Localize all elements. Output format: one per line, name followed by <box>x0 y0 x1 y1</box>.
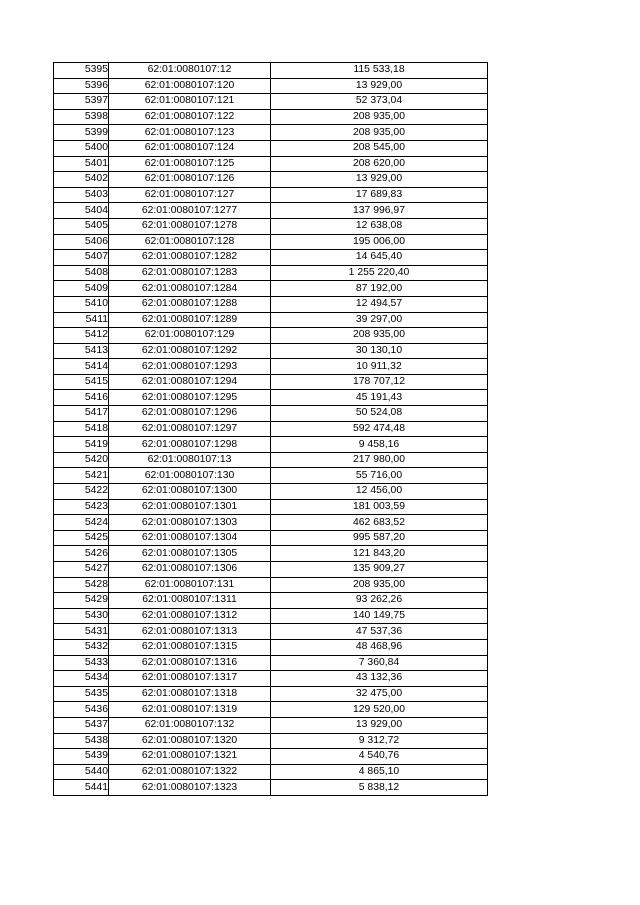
value-cell: 12 638,08 <box>271 218 488 234</box>
cadastral-number-cell: 62:01:0080107:120 <box>109 78 271 94</box>
cadastral-number-cell: 62:01:0080107:1317 <box>109 671 271 687</box>
table-row <box>54 780 488 796</box>
value-cell: 217 980,00 <box>271 452 488 468</box>
row-number-cell: 5437 <box>54 717 109 733</box>
value-cell: 135 909,27 <box>271 562 488 578</box>
row-number-cell: 5404 <box>54 203 109 219</box>
table-row <box>54 717 488 733</box>
row-number-cell: 5399 <box>54 125 109 141</box>
row-number-cell: 5424 <box>54 515 109 531</box>
table-row <box>54 639 488 655</box>
value-cell: 137 996,97 <box>271 203 488 219</box>
row-number-cell: 5420 <box>54 452 109 468</box>
cadastral-number-cell: 62:01:0080107:1322 <box>109 764 271 780</box>
cadastral-number-cell: 62:01:0080107:1303 <box>109 515 271 531</box>
value-cell: 48 468,96 <box>271 639 488 655</box>
value-cell: 39 297,00 <box>271 312 488 328</box>
value-cell: 208 935,00 <box>271 577 488 593</box>
value-cell: 9 458,16 <box>271 437 488 453</box>
row-number-cell: 5439 <box>54 749 109 765</box>
value-cell: 32 475,00 <box>271 686 488 702</box>
cadastral-number-cell: 62:01:0080107:131 <box>109 577 271 593</box>
cadastral-number-cell: 62:01:0080107:126 <box>109 172 271 188</box>
table-row <box>54 343 488 359</box>
cadastral-number-cell: 62:01:0080107:1295 <box>109 390 271 406</box>
table-row <box>54 406 488 422</box>
row-number-cell: 5429 <box>54 593 109 609</box>
value-cell: 129 520,00 <box>271 702 488 718</box>
cadastral-number-cell: 62:01:0080107:1318 <box>109 686 271 702</box>
value-cell: 208 935,00 <box>271 109 488 125</box>
table-row <box>54 686 488 702</box>
value-cell: 208 935,00 <box>271 125 488 141</box>
cadastral-number-cell: 62:01:0080107:1323 <box>109 780 271 796</box>
value-cell: 52 373,04 <box>271 94 488 110</box>
value-cell: 462 683,52 <box>271 515 488 531</box>
cadastral-number-cell: 62:01:0080107:123 <box>109 125 271 141</box>
cadastral-number-cell: 62:01:0080107:1313 <box>109 624 271 640</box>
table-row <box>54 484 488 500</box>
row-number-cell: 5396 <box>54 78 109 94</box>
table-row <box>54 78 488 94</box>
table-row <box>54 608 488 624</box>
cadastral-number-cell: 62:01:0080107:130 <box>109 468 271 484</box>
table-row <box>54 328 488 344</box>
table-row <box>54 764 488 780</box>
cadastral-number-cell: 62:01:0080107:1283 <box>109 265 271 281</box>
cadastral-number-cell: 62:01:0080107:1278 <box>109 218 271 234</box>
cadastral-number-cell: 62:01:0080107:1293 <box>109 359 271 375</box>
value-cell: 178 707,12 <box>271 374 488 390</box>
cadastral-number-cell: 62:01:0080107:1316 <box>109 655 271 671</box>
cadastral-number-cell: 62:01:0080107:1304 <box>109 530 271 546</box>
row-number-cell: 5441 <box>54 780 109 796</box>
row-number-cell: 5432 <box>54 639 109 655</box>
value-cell: 43 132,36 <box>271 671 488 687</box>
table-row <box>54 312 488 328</box>
cadastral-number-cell: 62:01:0080107:1277 <box>109 203 271 219</box>
row-number-cell: 5438 <box>54 733 109 749</box>
cadastral-number-cell: 62:01:0080107:1311 <box>109 593 271 609</box>
cadastral-number-cell: 62:01:0080107:1321 <box>109 749 271 765</box>
value-cell: 181 003,59 <box>271 499 488 515</box>
cadastral-number-cell: 62:01:0080107:124 <box>109 140 271 156</box>
value-cell: 995 587,20 <box>271 530 488 546</box>
table-row <box>54 218 488 234</box>
value-cell: 47 537,36 <box>271 624 488 640</box>
row-number-cell: 5415 <box>54 374 109 390</box>
cadastral-number-cell: 62:01:0080107:13 <box>109 452 271 468</box>
table-row <box>54 94 488 110</box>
value-cell: 14 645,40 <box>271 250 488 266</box>
cadastral-number-cell: 62:01:0080107:128 <box>109 234 271 250</box>
value-cell: 4 865,10 <box>271 764 488 780</box>
row-number-cell: 5407 <box>54 250 109 266</box>
table-row <box>54 374 488 390</box>
cadastral-number-cell: 62:01:0080107:1288 <box>109 296 271 312</box>
value-cell: 17 689,83 <box>271 187 488 203</box>
table-row <box>54 421 488 437</box>
value-cell: 93 262,26 <box>271 593 488 609</box>
cadastral-number-cell: 62:01:0080107:1284 <box>109 281 271 297</box>
table-row <box>54 671 488 687</box>
table-row <box>54 359 488 375</box>
value-cell: 30 130,10 <box>271 343 488 359</box>
row-number-cell: 5411 <box>54 312 109 328</box>
value-cell: 87 192,00 <box>271 281 488 297</box>
row-number-cell: 5412 <box>54 328 109 344</box>
cadastral-number-cell: 62:01:0080107:12 <box>109 63 271 79</box>
table-row <box>54 624 488 640</box>
cadastral-number-cell: 62:01:0080107:1319 <box>109 702 271 718</box>
table-row <box>54 265 488 281</box>
value-cell: 140 149,75 <box>271 608 488 624</box>
cadastral-number-cell: 62:01:0080107:122 <box>109 109 271 125</box>
row-number-cell: 5426 <box>54 546 109 562</box>
row-number-cell: 5400 <box>54 140 109 156</box>
table-row <box>54 187 488 203</box>
value-cell: 4 540,76 <box>271 749 488 765</box>
table-row <box>54 250 488 266</box>
table-row <box>54 499 488 515</box>
row-number-cell: 5433 <box>54 655 109 671</box>
table-row <box>54 515 488 531</box>
table-row <box>54 172 488 188</box>
table-row <box>54 655 488 671</box>
table-row <box>54 234 488 250</box>
row-number-cell: 5435 <box>54 686 109 702</box>
cadastral-number-cell: 62:01:0080107:1289 <box>109 312 271 328</box>
table-row <box>54 562 488 578</box>
value-cell: 10 911,32 <box>271 359 488 375</box>
table-row <box>54 702 488 718</box>
row-number-cell: 5416 <box>54 390 109 406</box>
row-number-cell: 5440 <box>54 764 109 780</box>
value-cell: 208 935,00 <box>271 328 488 344</box>
value-cell: 12 494,57 <box>271 296 488 312</box>
row-number-cell: 5395 <box>54 63 109 79</box>
cadastral-number-cell: 62:01:0080107:1305 <box>109 546 271 562</box>
row-number-cell: 5408 <box>54 265 109 281</box>
value-cell: 50 524,08 <box>271 406 488 422</box>
value-cell: 121 843,20 <box>271 546 488 562</box>
table-row <box>54 546 488 562</box>
cadastral-number-cell: 62:01:0080107:1292 <box>109 343 271 359</box>
table-row <box>54 63 488 79</box>
table-row <box>54 749 488 765</box>
row-number-cell: 5418 <box>54 421 109 437</box>
row-number-cell: 5410 <box>54 296 109 312</box>
table-row <box>54 593 488 609</box>
row-number-cell: 5414 <box>54 359 109 375</box>
table-row <box>54 437 488 453</box>
value-cell: 592 474,48 <box>271 421 488 437</box>
row-number-cell: 5401 <box>54 156 109 172</box>
value-cell: 13 929,00 <box>271 172 488 188</box>
value-cell: 55 716,00 <box>271 468 488 484</box>
row-number-cell: 5405 <box>54 218 109 234</box>
row-number-cell: 5423 <box>54 499 109 515</box>
row-number-cell: 5417 <box>54 406 109 422</box>
row-number-cell: 5421 <box>54 468 109 484</box>
row-number-cell: 5397 <box>54 94 109 110</box>
cadastral-number-cell: 62:01:0080107:1297 <box>109 421 271 437</box>
value-cell: 5 838,12 <box>271 780 488 796</box>
table-body <box>54 63 488 796</box>
cadastral-number-cell: 62:01:0080107:1315 <box>109 639 271 655</box>
row-number-cell: 5436 <box>54 702 109 718</box>
table-row <box>54 452 488 468</box>
value-cell: 9 312,72 <box>271 733 488 749</box>
value-cell: 12 456,00 <box>271 484 488 500</box>
table-row <box>54 733 488 749</box>
value-cell: 7 360,84 <box>271 655 488 671</box>
cadastral-value-table <box>53 62 488 796</box>
row-number-cell: 5427 <box>54 562 109 578</box>
cadastral-number-cell: 62:01:0080107:1282 <box>109 250 271 266</box>
row-number-cell: 5428 <box>54 577 109 593</box>
table-row <box>54 109 488 125</box>
table-row <box>54 125 488 141</box>
row-number-cell: 5413 <box>54 343 109 359</box>
cadastral-number-cell: 62:01:0080107:1320 <box>109 733 271 749</box>
table-row <box>54 156 488 172</box>
table-row <box>54 530 488 546</box>
cadastral-number-cell: 62:01:0080107:1306 <box>109 562 271 578</box>
value-cell: 115 533,18 <box>271 63 488 79</box>
cadastral-number-cell: 62:01:0080107:1294 <box>109 374 271 390</box>
cadastral-number-cell: 62:01:0080107:1298 <box>109 437 271 453</box>
table-row <box>54 468 488 484</box>
row-number-cell: 5434 <box>54 671 109 687</box>
row-number-cell: 5406 <box>54 234 109 250</box>
row-number-cell: 5409 <box>54 281 109 297</box>
table-row <box>54 577 488 593</box>
table-row <box>54 296 488 312</box>
row-number-cell: 5431 <box>54 624 109 640</box>
row-number-cell: 5419 <box>54 437 109 453</box>
table-row <box>54 390 488 406</box>
cadastral-number-cell: 62:01:0080107:1300 <box>109 484 271 500</box>
value-cell: 13 929,00 <box>271 717 488 733</box>
cadastral-number-cell: 62:01:0080107:127 <box>109 187 271 203</box>
row-number-cell: 5425 <box>54 530 109 546</box>
row-number-cell: 5402 <box>54 172 109 188</box>
cadastral-number-cell: 62:01:0080107:121 <box>109 94 271 110</box>
value-cell: 13 929,00 <box>271 78 488 94</box>
cadastral-number-cell: 62:01:0080107:132 <box>109 717 271 733</box>
table-row <box>54 203 488 219</box>
row-number-cell: 5398 <box>54 109 109 125</box>
row-number-cell: 5422 <box>54 484 109 500</box>
cadastral-number-cell: 62:01:0080107:1312 <box>109 608 271 624</box>
value-cell: 45 191,43 <box>271 390 488 406</box>
row-number-cell: 5403 <box>54 187 109 203</box>
table-row <box>54 281 488 297</box>
row-number-cell: 5430 <box>54 608 109 624</box>
cadastral-number-cell: 62:01:0080107:1296 <box>109 406 271 422</box>
cadastral-number-cell: 62:01:0080107:125 <box>109 156 271 172</box>
value-cell: 208 545,00 <box>271 140 488 156</box>
value-cell: 1 255 220,40 <box>271 265 488 281</box>
value-cell: 195 006,00 <box>271 234 488 250</box>
table-row <box>54 140 488 156</box>
cadastral-number-cell: 62:01:0080107:1301 <box>109 499 271 515</box>
value-cell: 208 620,00 <box>271 156 488 172</box>
cadastral-number-cell: 62:01:0080107:129 <box>109 328 271 344</box>
